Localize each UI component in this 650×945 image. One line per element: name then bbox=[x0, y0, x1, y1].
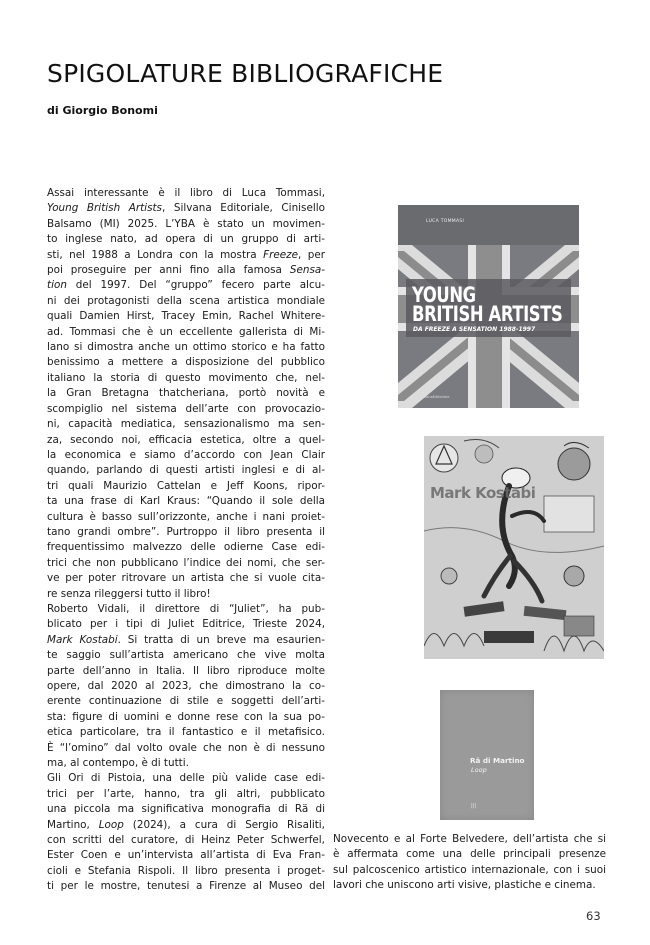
left-column-text-line bbox=[47, 787, 325, 802]
text-span: Martino, bbox=[47, 818, 99, 831]
text-span: ad. Tommasi che è un eccellente gallerista di Mi- bbox=[47, 325, 325, 338]
right-column-text-line bbox=[333, 863, 606, 878]
text-span: con scritti del curatore, di Heinz Peter Schwerfel, bbox=[47, 834, 325, 847]
article-column-left bbox=[47, 186, 325, 895]
left-column-text-line bbox=[47, 679, 325, 694]
text-span: ma, al contempo, è di tutti. bbox=[47, 757, 189, 770]
text-span: opere, dal 2020 al 2023, che dimostrano la co- bbox=[47, 680, 325, 692]
cover3-author: Rä di Martino bbox=[470, 756, 525, 765]
text-span: te saggio sull’artista americano che vive molta bbox=[47, 649, 325, 662]
left-column-text-line bbox=[47, 556, 325, 571]
left-column-text-line bbox=[47, 771, 325, 786]
text-span: blicato per i tipi di Juliet Editrice, Trieste 2024, bbox=[47, 618, 325, 631]
text-span: sta: figure di uomini e donne rese con la sua po- bbox=[47, 710, 325, 723]
text-span: quando, parlando di questi artisti inglesi e di al- bbox=[47, 464, 325, 477]
text-span: , per bbox=[298, 248, 325, 261]
text-span: trici che non pubblicano l’indice dei nomi, che ser- bbox=[47, 556, 325, 569]
left-column-text-line bbox=[47, 756, 325, 771]
left-column-text-line bbox=[47, 463, 325, 478]
italic-title-span: Loop bbox=[98, 818, 124, 831]
left-column-text-line bbox=[47, 510, 325, 525]
text-span: Assai interessante è il libro di Luca Tommasi, bbox=[47, 187, 325, 199]
book-cover-young-british-artists bbox=[398, 205, 579, 408]
left-column-text-line bbox=[47, 309, 325, 324]
text-span: italiano la storia di questo movimento che, nel- bbox=[47, 371, 325, 384]
italic-title-span: Young British Artists bbox=[47, 202, 162, 215]
text-span: una piccola ma significativa monografia di Rä di bbox=[47, 803, 325, 816]
book-cover-loop bbox=[440, 690, 534, 820]
right-column-text-line bbox=[333, 832, 606, 847]
left-column-text-line bbox=[47, 633, 325, 648]
left-column-text-line bbox=[47, 525, 325, 540]
text-span: ti per le mostre, tenutesi a Firenze al Museo del bbox=[47, 880, 325, 893]
text-span: to inglese nato, ad opera di un gruppo di arti- bbox=[47, 233, 325, 246]
left-column-text-line bbox=[47, 571, 325, 586]
text-span: tri quali Maurizio Cattelan e Jeff Koons, ripor- bbox=[47, 479, 325, 492]
text-span: è affermata come una delle principali presenze bbox=[333, 848, 606, 861]
left-column-text-line bbox=[47, 325, 325, 340]
left-column-text-line bbox=[47, 355, 325, 370]
left-column-text-line bbox=[47, 725, 325, 740]
left-column-text-line bbox=[47, 186, 325, 201]
text-span: . Si tratta di un breve ma esaurien- bbox=[117, 633, 325, 646]
text-span: Gli Ori di Pistoia, una delle più valide case edi- bbox=[47, 772, 325, 785]
left-column-text-line bbox=[47, 433, 325, 448]
left-column-text-line bbox=[47, 278, 325, 293]
left-column-text-line bbox=[47, 479, 325, 494]
page-number: 63 bbox=[586, 909, 601, 923]
text-span: del 1997. Del “gruppo” fecero parte alcu- bbox=[66, 279, 325, 292]
left-column-text-line bbox=[47, 710, 325, 725]
text-span: cultura è basso sull’orizzonte, anche i nani proiet- bbox=[47, 510, 325, 523]
text-span: ta una frase di Karl Kraus: “Quando il sole della bbox=[47, 495, 325, 508]
text-span: Novecento e al Forte Belvedere, dell’artista che si bbox=[333, 833, 606, 845]
left-column-text-line bbox=[47, 818, 325, 833]
left-column-text-line bbox=[47, 417, 325, 432]
left-column-text-line bbox=[47, 587, 325, 602]
article-column-right bbox=[333, 832, 606, 894]
kostabi-artwork-image bbox=[424, 436, 604, 659]
left-column-text-line bbox=[47, 201, 325, 216]
text-span: benissimo a mettere a disposizione del pubblico bbox=[47, 356, 325, 369]
cover1-publisher: SilvanaEditoriale bbox=[420, 395, 450, 399]
text-span: lavori che uniscono arti visive, plastiche e cinema. bbox=[333, 879, 596, 892]
left-column-text-line bbox=[47, 802, 325, 817]
italic-title-span: Sensa- bbox=[289, 264, 325, 277]
left-column-text-line bbox=[47, 402, 325, 417]
text-span: ni, capacità mediatica, sensazionalismo ma sen- bbox=[47, 418, 325, 431]
text-span: scompiglio nel sistema dell’arte con provocazio- bbox=[47, 402, 325, 415]
text-span: trici per l’arte, hanno, tra gli altri, pubblicato bbox=[47, 787, 325, 800]
text-span: za, secondo noi, efficacia estetica, oltre a quel- bbox=[47, 433, 325, 446]
italic-title-span: tion bbox=[47, 279, 67, 292]
text-span: re senza rileggersi tutto il libro! bbox=[47, 587, 211, 600]
left-column-text-line bbox=[47, 294, 325, 309]
text-span: Roberto Vidali, il direttore di “Juliet”, ha pub- bbox=[47, 602, 325, 615]
left-column-text-line bbox=[47, 248, 325, 263]
left-column-text-line bbox=[47, 540, 325, 555]
cover2-title-text: Mark Kostabi bbox=[430, 484, 536, 502]
left-column-text-line bbox=[47, 448, 325, 463]
cover1-title-line1: YOUNG bbox=[412, 283, 476, 307]
text-span: parte dell’anno in Italia. Il libro riproduce molte bbox=[47, 664, 325, 677]
text-span: erente continuazione di stile e soggetti dell’arti- bbox=[47, 695, 325, 708]
text-span: tano grandi ombre”. Purtroppo il libro presenta il bbox=[47, 525, 325, 538]
left-column-text-line bbox=[47, 879, 325, 894]
cover1-author: LUCA TOMMASI bbox=[426, 219, 465, 224]
left-column-text-line bbox=[47, 602, 325, 617]
left-column-text-line bbox=[47, 864, 325, 879]
text-span: la economica e siamo d’accordo con Jean Clair bbox=[47, 448, 325, 461]
left-column-text-line bbox=[47, 217, 325, 232]
text-span: È “l’omino” dal volto ovale che non è di nessuno bbox=[47, 741, 325, 754]
right-column-text-line bbox=[333, 847, 606, 862]
right-column-text-line bbox=[333, 878, 606, 893]
text-span: lano si dimostra anche un ottimo storico e ha fatto bbox=[47, 341, 325, 354]
text-span: cioli e Stefania Rispoli. Il libro presenta i proget- bbox=[47, 864, 325, 877]
left-column-text-line bbox=[47, 263, 325, 278]
left-column-text-line bbox=[47, 232, 325, 247]
italic-title-span: Mark Kostabi bbox=[47, 633, 118, 646]
text-span: Ester Coen e un’intervista all’artista di Eva Fran- bbox=[47, 849, 325, 862]
cover1-subtitle: DA FREEZE A SENSATION 1988-1997 bbox=[413, 326, 536, 333]
byline: di Giorgio Bonomi bbox=[47, 104, 158, 117]
text-span: etica particolare, tra il fantastico e il metafisico. bbox=[47, 726, 325, 739]
left-column-text-line bbox=[47, 340, 325, 355]
left-column-text-line bbox=[47, 494, 325, 509]
cover3-publisher-logo: ||| bbox=[471, 803, 477, 809]
left-column-text-line bbox=[47, 833, 325, 848]
italic-title-span: Freeze bbox=[263, 248, 298, 261]
page-title: SPIGOLATURE BIBLIOGRAFICHE bbox=[47, 58, 444, 88]
text-span: sul palcoscenico artistico internazionale, con i suoi bbox=[333, 863, 606, 876]
text-span: quali Damien Hirst, Tracey Emin, Rachel Whitere- bbox=[47, 310, 325, 323]
text-span: sti, nel 1988 a Londra con la mostra bbox=[47, 248, 264, 261]
text-span: Balsamo (MI) 2025. L’YBA è stato un movimen- bbox=[47, 217, 325, 230]
left-column-text-line bbox=[47, 617, 325, 632]
left-column-text-line bbox=[47, 694, 325, 709]
text-span: frequentissimo malvezzo delle odierne Case edi- bbox=[47, 541, 325, 554]
text-span: ni dei protagonisti della scena artistica mondiale bbox=[47, 294, 325, 307]
text-span: , Silvana Editoriale, Cinisello bbox=[161, 202, 325, 215]
left-column-text-line bbox=[47, 848, 325, 863]
text-span: poi proseguire per anni fino alla famosa bbox=[47, 264, 290, 277]
left-column-text-line bbox=[47, 664, 325, 679]
text-span: (2024), a cura di Sergio Risaliti, bbox=[123, 818, 325, 831]
left-column-text-line bbox=[47, 386, 325, 401]
left-column-text-line bbox=[47, 371, 325, 386]
cover1-title-line2: BRITISH ARTISTS bbox=[412, 302, 563, 326]
text-span: ve per poter ritrovare un artista che si vuole cita- bbox=[47, 572, 325, 585]
text-span: la Gran Bretagna thatcheriana, portò novità e bbox=[47, 387, 325, 400]
left-column-text-line bbox=[47, 648, 325, 663]
book-cover-mark-kostabi bbox=[424, 436, 604, 659]
cover3-title: Loop bbox=[471, 766, 487, 774]
left-column-text-line bbox=[47, 741, 325, 756]
